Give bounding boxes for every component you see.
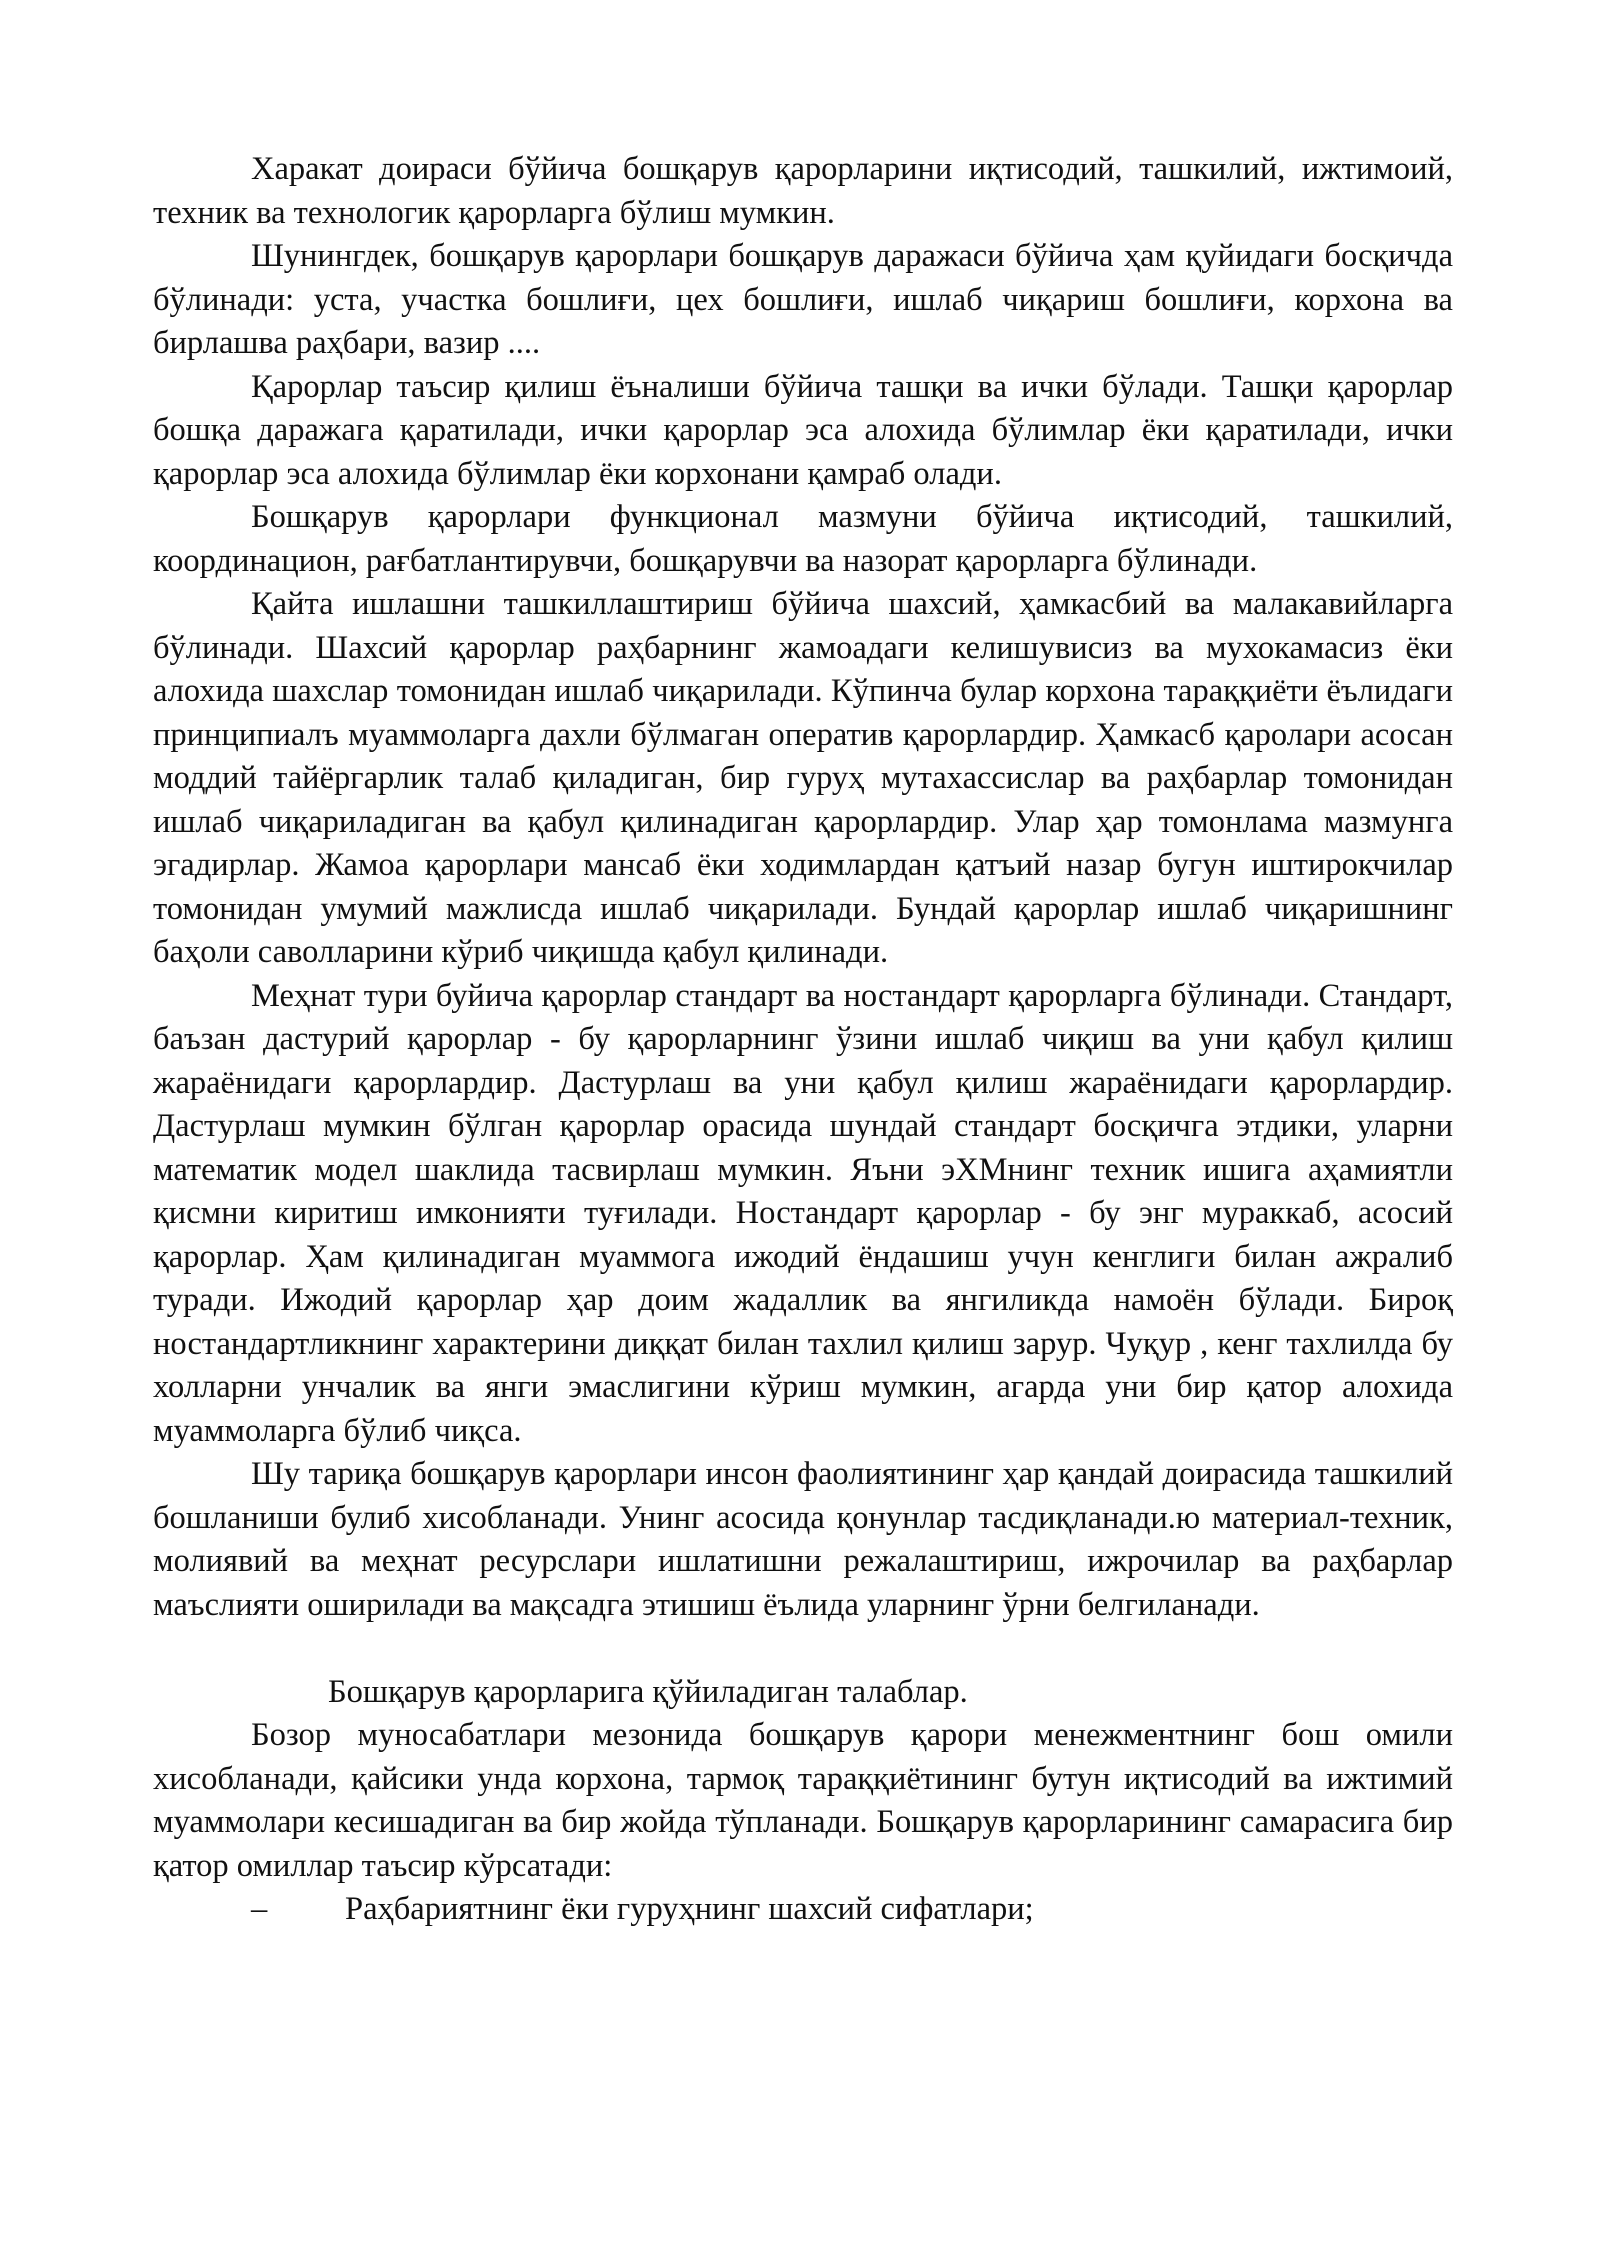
paragraph: Шу тариқа бошқарув қарорлари инсон фаолиятининг ҳар қандай доирасида ташкилий бошланиши булиб хисобланади. Унинг асосида қонунлар тасдиқланади.ю материал-техник, молиявий ва меҳнат ресурслари ишлатишни режалаштириш, ижрочилар ва раҳбарлар маъслияти оширилади ва мақсадга этишиш ёълида уларнинг ўрни белгиланади. (153, 1456, 1453, 1623)
list-item (153, 1888, 1453, 1932)
paragraph: Қарорлар таъсир қилиш ёъналиши бўйича ташқи ва ички бўлади. Ташқи қарорлар бошқа даражага қаратилади, ички қарорлар эса алохида бўлимлар ёки қаратилади, ички қарорлар эса алохида бўлимлар ёки корхонани қамраб олади. (153, 368, 1453, 492)
paragraph: Меҳнат тури буйича қарорлар стандарт ва ностандарт қарорларга бўлинади. Стандарт, баъзан дастурий қарорлар - бу қарорларнинг ўзини ишлаб чиқиш ва уни қабул қилиш жараёнидаги қарорлардир. Дастурлаш ва уни қабул қилиш жараёнидаги қарорлардир. Дастурлаш мумкин бўлган қарорлар орасида шундай стандарт босқичга этдики, уларни математик модел шаклида тасвирлаш мумкин. Яъни эХМнинг техник ишига аҳамиятли қисмни киритиш имконияти туғилади. Ностандарт қарорлар - бу энг мураккаб, асосий қарорлар. Ҳам қилинадиган муаммога ижодий ёндашиш учун кенглиги билан ажралиб туради. Ижодий қарорлар ҳар доим жадаллик ва янгиликда намоён бўлади. Бироқ ностандартликнинг характерини диққат билан тахлил қилиш зарур. Чуқур , кенг тахлилда бу холларни унчалик ва янги эмаслигини кўриш мумкин, агарда уни бир қатор алохида муаммоларга бўлиб чиқса. (153, 977, 1453, 1449)
blank-line (153, 1627, 1453, 1671)
paragraph: Бозор муносабатлари мезонида бошқарув қарори менежментнинг бош омили хисобланади, қайсики унда корхона, тармоқ тараққиётининг бутун иқтисодий ва ижтимий муаммолари кесишадиган ва бир жойда тўпланади. Бошқарув қарорларининг самарасига бир қатор омиллар таъсир кўрсатади: (153, 1717, 1453, 1884)
list-item-text: Раҳбариятнинг ёки гуруҳнинг шахсий сифатлари; (345, 1891, 1034, 1927)
document-body (153, 148, 1453, 1932)
dash-bullet-icon: – (251, 1891, 268, 1927)
paragraph: Харакат доираси бўйича бошқарув қарорларини иқтисодий, ташкилий, ижтимоий, техник ва технологик қарорларга бўлиш мумкин. (153, 151, 1453, 231)
paragraph: Бошқарув қарорлари функционал мазмуни бўйича иқтисодий, ташкилий, координацион, рағбатлантирувчи, бошқарувчи ва назорат қарорларга бўлинади. (153, 499, 1453, 579)
section-heading: Бошқарув қарорларига қўйиладиган талаблар. (328, 1673, 968, 1710)
paragraph: Шунингдек, бошқарув қарорлари бошқарув даражаси бўйича ҳам қуйидаги босқичда бўлинади: уста, участка бошлиғи, цех бошлиғи, ишлаб чиқариш бошлиғи, корхона ва бирлашва раҳбари, вазир .... (153, 238, 1453, 361)
paragraph: Қайта ишлашни ташкиллаштириш бўйича шахсий, ҳамкасбий ва малакавийларга бўлинади. Шахсий қарорлар раҳбарнинг жамоадаги келишувисиз ва мухокамасиз ёки алохида шахслар томонидан ишлаб чиқарилади. Кўпинча булар корхона тараққиёти ёълидаги принципиалъ муаммоларга дахли бўлмаган оператив қарорлардир. Ҳамкасб қаролари асосан моддий тайёргарлик талаб қиладиган, бир гуруҳ мутахассислар ва раҳбарлар томонидан ишлаб чиқариладиган ва қабул қилинадиган қарорлардир. Улар ҳар томонлама мазмунга эгадирлар. Жамоа қарорлари мансаб ёки ходимлардан қатъий назар бугун иштирокчилар томонидан умумий мажлисда ишлаб чиқарилади. Бундай қарорлар ишлаб чиқаришнинг баҳоли саволларини кўриб чиқишда қабул қилинади. (153, 586, 1453, 970)
